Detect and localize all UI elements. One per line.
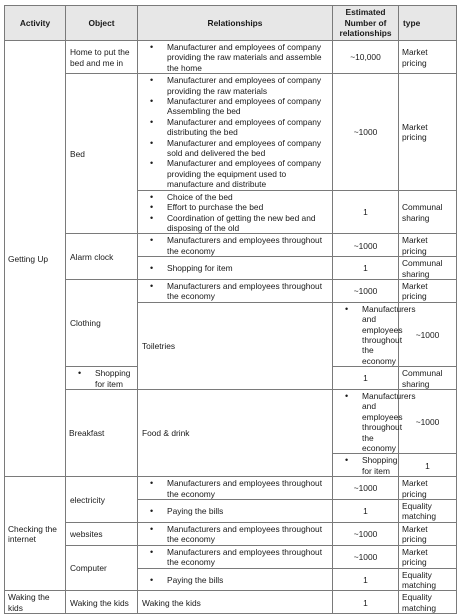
type-cell: Market pricing — [399, 522, 457, 545]
list-item: • Manufacturers and employees throughout the economy — [362, 304, 395, 366]
count-cell: ~1000 — [333, 545, 399, 568]
relationships-cell — [138, 500, 333, 523]
list-item: • Shopping for item — [167, 263, 329, 273]
table-row — [5, 390, 457, 454]
relationships-cell — [333, 454, 399, 477]
relationships-cell — [333, 302, 416, 366]
table-row — [5, 477, 457, 500]
type-cell: Communal sharing — [399, 367, 457, 390]
header-row — [5, 6, 457, 41]
object-bed: Bed — [66, 74, 138, 234]
relationships-cell — [138, 568, 333, 591]
count-cell: ~1000 — [333, 234, 399, 257]
relationship-list — [142, 575, 329, 585]
table-row — [5, 591, 457, 614]
relationship-list — [142, 235, 329, 256]
list-item: • Shopping for item — [362, 455, 395, 476]
table-row — [5, 279, 457, 302]
count-cell: ~1000 — [399, 302, 457, 366]
object-food-drink: Food & drink — [138, 390, 333, 477]
count-cell: 1 — [333, 591, 399, 614]
list-item: • Manufacturer and employees of company providing the raw materials — [167, 75, 329, 96]
table-row — [5, 74, 457, 190]
type-cell: Market pricing — [399, 41, 457, 74]
relationships-cell — [138, 279, 333, 302]
list-item: • Manufacturer and employees of company distributing the bed — [167, 117, 329, 138]
list-item: • Manufacturers and employees throughout the economy — [167, 547, 329, 568]
object-waking-kids: Waking the kids — [66, 591, 138, 614]
table-row — [5, 234, 457, 257]
activity-breakfast: Breakfast — [66, 390, 138, 477]
relationships-cell — [138, 522, 333, 545]
count-cell: ~10,000 — [333, 41, 399, 74]
relationship-list — [142, 263, 329, 273]
relationships-cell — [138, 545, 333, 568]
header-estimated-number: Estimated Number of relationships — [333, 6, 399, 41]
list-item: • Manufacturers and employees throughout the economy — [167, 235, 329, 256]
table-row — [5, 545, 457, 568]
header-type: type — [399, 6, 457, 41]
count-cell: 1 — [333, 568, 399, 591]
header-activity: Activity — [5, 6, 66, 41]
relationships-cell — [138, 477, 333, 500]
list-item: • Manufacturer and employees of company sold and delivered the bed — [167, 138, 329, 159]
count-cell: ~1000 — [333, 477, 399, 500]
type-cell: Equality matching — [399, 591, 457, 614]
activity-getting-up: Getting Up — [5, 41, 66, 477]
relationships-cell: Waking the kids — [138, 591, 333, 614]
object-websites: websites — [66, 522, 138, 545]
relationship-list — [337, 303, 416, 366]
list-item: • Effort to purchase the bed — [167, 202, 329, 212]
object-clothing: Clothing — [66, 279, 138, 366]
relationships-table — [4, 5, 457, 614]
object-toiletries: Toiletries — [138, 302, 333, 389]
count-cell: ~1000 — [333, 522, 399, 545]
activity-waking-kids: Waking the kids — [5, 591, 66, 614]
object-computer: Computer — [66, 545, 138, 591]
relationships-cell — [138, 41, 333, 74]
table-row — [5, 41, 457, 74]
relationship-list — [142, 524, 329, 545]
relationship-list — [337, 455, 398, 476]
relationships-cell — [66, 367, 138, 390]
relationships-cell — [138, 257, 333, 280]
count-cell: 1 — [333, 500, 399, 523]
type-cell: Communal sharing — [399, 257, 457, 280]
list-item: • Paying the bills — [167, 575, 329, 585]
list-item: • Manufacturers and employees throughout the economy — [167, 478, 329, 499]
relationship-list — [142, 547, 329, 568]
count-cell: 1 — [399, 454, 457, 477]
list-item: • Choice of the bed — [167, 192, 329, 202]
table-row — [5, 522, 457, 545]
object-alarm-clock: Alarm clock — [66, 234, 138, 280]
list-item: • Manufacturers and employees throughout the economy — [167, 524, 329, 545]
type-cell: Equality matching — [399, 568, 457, 591]
list-item: • Shopping for item — [95, 368, 134, 389]
relationship-list — [142, 42, 329, 73]
relationship-list — [337, 391, 416, 454]
relationship-list — [142, 192, 329, 234]
list-item: • Manufacturer and employees of company providing the raw materials and assemble the home — [167, 42, 329, 73]
type-cell: Market pricing — [399, 234, 457, 257]
activity-checking-internet: Checking the internet — [5, 477, 66, 591]
header-object: Object — [66, 6, 138, 41]
relationships-cell — [333, 390, 416, 454]
list-item: • Manufacturers and employees throughout the economy — [362, 391, 395, 453]
count-cell: ~1000 — [333, 279, 399, 302]
type-cell: Market pricing — [399, 477, 457, 500]
relationship-list — [70, 368, 134, 389]
count-cell: ~1000 — [399, 390, 457, 454]
object-electricity: electricity — [66, 477, 138, 523]
type-cell: Equality matching — [399, 500, 457, 523]
relationships-cell — [138, 190, 333, 234]
list-item: • Manufacturer and employees of company providing the equipment used to manufacture and distribute — [167, 158, 329, 189]
relationship-list — [142, 281, 329, 302]
relationships-cell — [138, 234, 333, 257]
type-cell: Market pricing — [399, 74, 457, 190]
type-cell: Communal sharing — [399, 190, 457, 234]
count-cell: 1 — [333, 190, 399, 234]
relationship-list — [142, 478, 329, 499]
object-home: Home to put the bed and me in — [66, 41, 138, 74]
count-cell: 1 — [333, 257, 399, 280]
list-item: • Manufacturer and employees of company Assembling the bed — [167, 96, 329, 117]
relationships-cell — [138, 74, 333, 190]
relationship-list — [142, 506, 329, 516]
type-cell: Market pricing — [399, 545, 457, 568]
relationship-list — [142, 75, 329, 189]
header-relationships: Relationships — [138, 6, 333, 41]
count-cell: ~1000 — [333, 74, 399, 190]
type-cell: Market pricing — [399, 279, 457, 302]
count-cell: 1 — [333, 367, 399, 390]
list-item: • Manufacturers and employees throughout the economy — [167, 281, 329, 302]
list-item: • Paying the bills — [167, 506, 329, 516]
list-item: • Coordination of getting the new bed and disposing of the old — [167, 213, 329, 234]
